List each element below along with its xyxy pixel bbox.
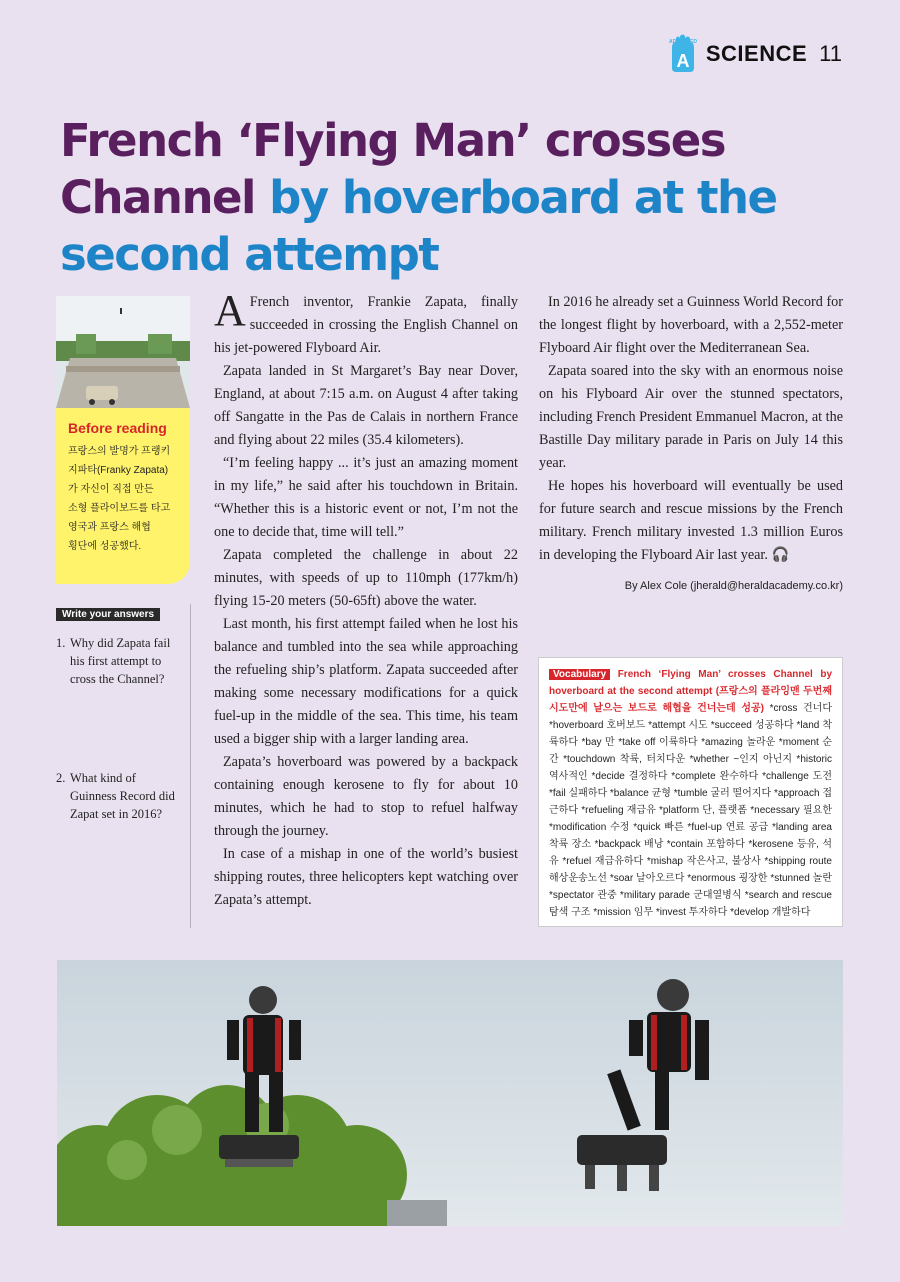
article-column-2 <box>539 291 843 598</box>
vocabulary-box <box>538 657 843 927</box>
write-answers-label: Write your answers <box>56 608 160 621</box>
before-line: 영국과 프랑스 해협 <box>68 522 151 533</box>
article-paragraph: “I’m feeling happy ... it’s just an amazing moment in my life,” he said after his touchdown in Britain. “Whether this is a historic event or not, I’m not the one to decide that, time will tell.” <box>214 455 518 540</box>
page-number: 11 <box>819 41 842 66</box>
question-number: 2. <box>56 771 66 785</box>
headphones-icon: 🎧 <box>771 547 790 563</box>
vocabulary-tag: Vocabulary <box>549 669 610 680</box>
question-number: 1. <box>56 636 66 650</box>
question-text: Why did Zapata fail his first attempt to cross the Channel? <box>70 636 171 686</box>
before-line: 프랑스의 발명가 프랭키 <box>68 446 171 457</box>
article-paragraph: Last month, his first attempt failed when he lost his balance and tumbled into the sea while approaching the refueling ship’s platform. Zapata succeeded after making some necessary modifications for a quick fuel-up in the middle of the sea. This time, his team used a bigger ship with a larger landing area. <box>214 616 518 747</box>
before-reading-text <box>68 442 178 556</box>
badge-letter: A <box>676 51 690 71</box>
article-paragraph: Zapata completed the challenge in about 22 minutes, with speeds of up to 110mph (177km/h) flying 15-20 meters (50-65ft) above the water. <box>214 547 518 609</box>
parade-photo <box>56 296 190 408</box>
article-paragraph: Zapata landed in St Margaret’s Bay near Dover, England, at about 7:15 a.m. on August 4 after taking off Sangatte in the Pas de Calais in northern France and flying about 22 miles (35.4 kilometers). <box>214 363 518 448</box>
article-paragraph: Zapata’s hoverboard was powered by a backpack containing enough kerosene to fly for about 10 minutes, which he had to stop to refuel halfway through the journey. <box>214 754 518 839</box>
question-1 <box>56 634 180 688</box>
vocabulary-list: *cross 건너다 *hoverboard 호버보드 *attempt 시도 *succeed 성공하다 *land 착륙하다 *bay 만 *take off 이륙하다 *amazing 놀라운 *moment 순간 *touchdown 착륙, 터치다운 *whether ~인지 아닌지 *historic 역사적인 *decide 결정하다 *complete 완수하다 *challenge 도전 *fail 실패하다 *balance 균형 *tumble 굴러 떨어지다 *approach 접근하다 *refueling 재급유 *platform 단, 플랫폼 *necessary 필요한 *modification 수정 *quick 빠른 *fuel-up 연료 공급 *landing area 착륙 장소 *backpack 배낭 *contain 포함하다 *kerosene 등유, 석유 *refuel 재급유하다 *mishap 작은사고, 불상사 *shipping route 해상운송노선 *soar 날아오르다 *enormous 굉장한 *stunned 놀란 *spectator 관중 *military parade 군대열병식 *search and rescue 탐색 구조 *mission 임무 *invest 투자하다 *develop 개발하다 <box>549 703 832 918</box>
before-line: 지파타(Franky Zapata) <box>68 465 169 476</box>
question-text: What kind of Guinness Record did Zapat set in 2016? <box>70 771 175 821</box>
write-answers-box <box>56 604 191 928</box>
before-line: 가 자신이 직접 만든 <box>68 484 154 495</box>
badge-text: ADVANCED <box>668 39 697 45</box>
before-reading-title: Before reading <box>68 420 167 436</box>
section-name: SCIENCE <box>705 41 808 66</box>
before-line: 소형 플라이보드를 타고 <box>68 503 171 514</box>
byline: By Alex Cole (jherald@heraldacademy.co.kr) <box>624 580 843 592</box>
section-header <box>666 34 842 74</box>
vocabulary-headline: French ‘Flying Man’ crosses Channel by hoverboard at the second attempt (프랑스의 플라잉맨 두번째 시도만에 날으는 보드로 해협을 건너는데 성공) <box>549 669 833 714</box>
advanced-badge-icon <box>666 34 700 74</box>
flyboard-photo <box>57 960 843 1226</box>
article-paragraph: He hopes his hoverboard will eventually be used for future search and rescue missions by the French military. French military invested 1.3 million Euros in developing the Flyboard Air last year. 🎧 <box>539 478 843 563</box>
headline <box>60 112 860 283</box>
article-column-1 <box>214 286 518 912</box>
question-2 <box>56 769 180 823</box>
article-paragraph: Zapata soared into the sky with an enormous noise on his Flyboard Air over the stunned spectators, including French President Emmanuel Macron, at the Bastille Day military parade in Paris on July 14 this year. <box>539 363 843 471</box>
headline-part2: by hoverboard at the second attempt <box>60 171 777 281</box>
article-paragraph: In case of a mishap in one of the world’s busiest shipping routes, three helicopters kept watching over Zapata’s attempt. <box>214 846 518 908</box>
before-line: 횡단에 성공했다. <box>68 541 142 552</box>
article-paragraph: In 2016 he already set a Guinness World Record for the longest flight by hoverboard, with a 2,552-meter Flyboard Air flight over the Mediterranean Sea. <box>539 294 843 356</box>
article-paragraph: A French inventor, Frankie Zapata, finally succeeded in crossing the English Channel on his jet-powered Flyboard Air. <box>214 286 518 356</box>
headline-part1: French ‘Flying Man’ crosses Channel <box>60 114 726 224</box>
drop-cap: A <box>214 286 246 335</box>
before-reading-box <box>56 296 190 584</box>
